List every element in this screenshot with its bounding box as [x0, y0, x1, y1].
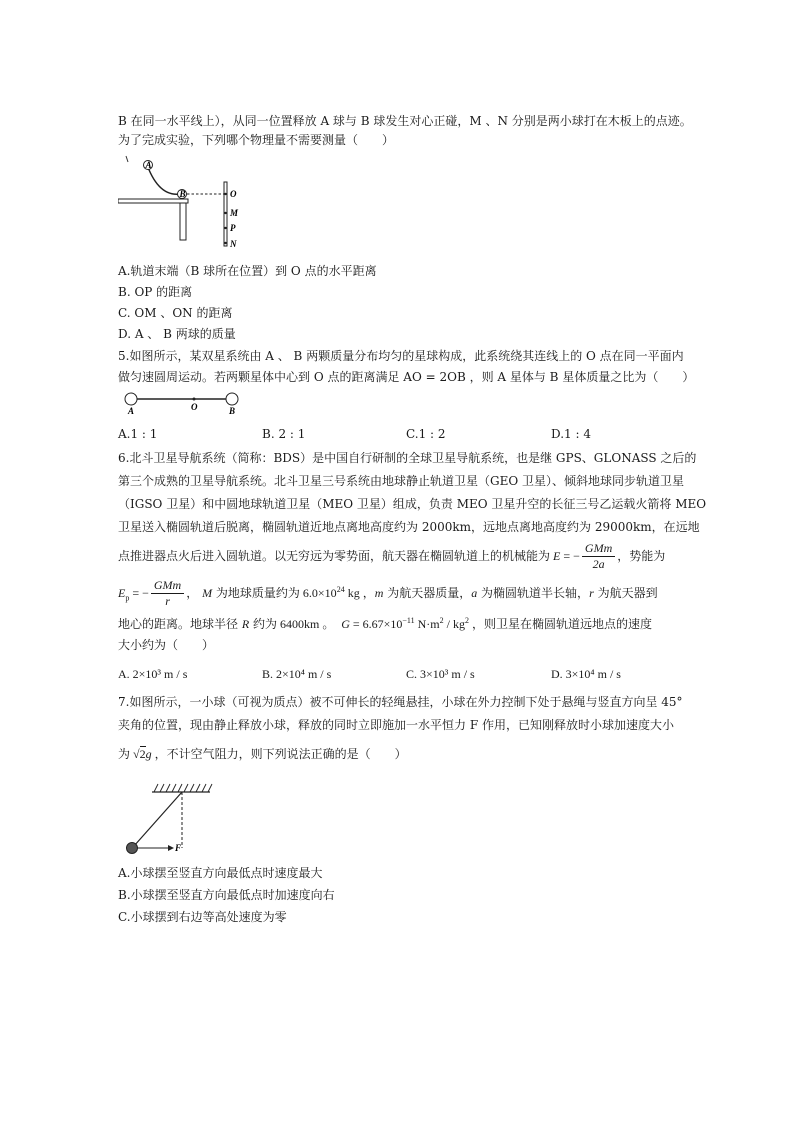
rope [134, 792, 182, 846]
q5-binary-star-figure [118, 390, 248, 416]
point-n-label: N [230, 239, 237, 249]
q6-option-a[interactable]: A. 2×10³ m / s [118, 667, 188, 681]
q6-option-c[interactable]: C. 3×10³ m / s [406, 667, 475, 681]
q5-option-a[interactable]: A.1 : 1 [118, 427, 158, 441]
q7-option-c[interactable]: C.小球摆到右边等高处速度为零 [118, 910, 287, 924]
star-b-label: B [229, 406, 236, 416]
q7-pendulum-figure [118, 780, 228, 860]
q6-stem-line-6: $E_p$ = − $\frac{\text{GMm}}{r}$ ， M 为地球质量约为 $6.0\times 10^{24}$ kg ，m 为航天器质量，a 为椭圆轨道半长轴，r 为航天器到 [118, 578, 658, 608]
q7-stem-line-1: 7.如图所示，一小球（可视为质点）被不可伸长的轻绳悬挂，小球在外力控制下处于悬绳与竖直方向呈 45° [118, 695, 683, 709]
q5-option-c[interactable]: C.1 : 2 [406, 427, 446, 441]
ball-b-label: B [179, 189, 186, 199]
q6-option-d[interactable]: D. 3×10⁴ m / s [551, 667, 621, 681]
q5-stem-line-1: 5.如图所示，某双星系统由 A 、 B 两颗质量分布均匀的星球构成，此系统绕其连线上的 O 点在同一平面内 [118, 349, 684, 363]
q4-collision-apparatus-figure [118, 152, 248, 252]
q4-option-b[interactable]: B. OP 的距离 [118, 285, 193, 299]
q5-stem-line-2: 做匀速圆周运动。若两颗星体中心到 O 点的距离满足 AO = 2OB ，则 A 星体与 B 星体质量之比为（ ） [118, 370, 695, 384]
ball-a-label: A [145, 160, 152, 170]
star-a-label: A [128, 406, 135, 416]
q5-option-d[interactable]: D.1 : 4 [551, 427, 591, 441]
q4-stem-line-1: B 在同一水平线上），从同一位置释放 A 球与 B 球发生对心正碰，M 、N 分别是两小球打在木板上的点迹。 [118, 114, 692, 128]
q4-option-c[interactable]: C. OM 、ON 的距离 [118, 306, 233, 320]
q4-option-a[interactable]: A.轨道末端（B 球所在位置）到 O 点的水平距离 [118, 264, 377, 278]
q5-option-b[interactable]: B. 2 : 1 [262, 427, 306, 441]
q6-stem-line-7: 地心的距离。地球半径 R 约为 6400km 。 $G = 6.67\times 10^{-11}$ $N\cdot m^2 / kg^2$ ，则卫星在椭圆轨道远地点的速度 [118, 616, 652, 631]
q6-stem-line-8: 大小约为（ ） [118, 638, 215, 652]
q4-stem-line-2: 为了完成实验，下列哪个物理量不需要测量（ ） [118, 133, 395, 147]
point-p-label: P [230, 223, 236, 233]
point-o-label: O [191, 402, 198, 412]
force-f-label: F [175, 843, 182, 853]
point-o-label: O [230, 189, 237, 199]
q6-option-b[interactable]: B. 2×10⁴ m / s [262, 667, 332, 681]
q6-stem-line-3: （IGSO 卫星）和中圆地球轨道卫星（MEO 卫星）组成，负责 MEO 卫星升空的长征三号乙运载火箭将 MEO [118, 497, 707, 511]
star-b [226, 393, 238, 405]
potential-energy-fraction: $\frac{\text{GMm}}{r}$ [151, 578, 184, 609]
q7-option-a[interactable]: A.小球摆至竖直方向最低点时速度最大 [118, 866, 323, 880]
energy-fraction: $\frac{\text{GMm}}{2a}$ [582, 541, 615, 572]
q7-option-b[interactable]: B.小球摆至竖直方向最低点时加速度向右 [118, 888, 335, 902]
q4-option-d[interactable]: D. A 、 B 两球的质量 [118, 327, 236, 341]
q6-stem-line-1: 6.北斗卫星导航系统（简称：BDS）是中国自行研制的全球卫星导航系统，也是继 GPS、GLONASS 之后的 [118, 451, 697, 465]
star-a [125, 393, 137, 405]
q7-stem-line-3: 为 √2g ，不计空气阻力，则下列说法正确的是（ ） [118, 747, 407, 761]
point-m-label: M [230, 208, 239, 218]
q6-stem-line-5: 点推进器点火后进入圆轨道。以无穷远为零势面，航天器在椭圆轨道上的机械能为 E = − $\frac{\text{GMm}}{2a}$ ，势能为 [118, 541, 666, 571]
q6-stem-line-2: 第三个成熟的卫星导航系统。北斗卫星三号系统由地球静止轨道卫星（GEO 卫星）、倾斜地球同步轨道卫星 [118, 474, 685, 488]
q6-stem-line-4: 卫星送入椭圆轨道后脱离，椭圆轨道近地点离地高度约为 2000km，远地点离地高度约为 29000km，在远地 [118, 520, 700, 534]
ball [127, 843, 138, 854]
q7-stem-line-2: 夹角的位置，现由静止释放小球，释放的同时立即施加一水平恒力 F 作用，已知刚释放时小球加速度大小 [118, 718, 674, 732]
